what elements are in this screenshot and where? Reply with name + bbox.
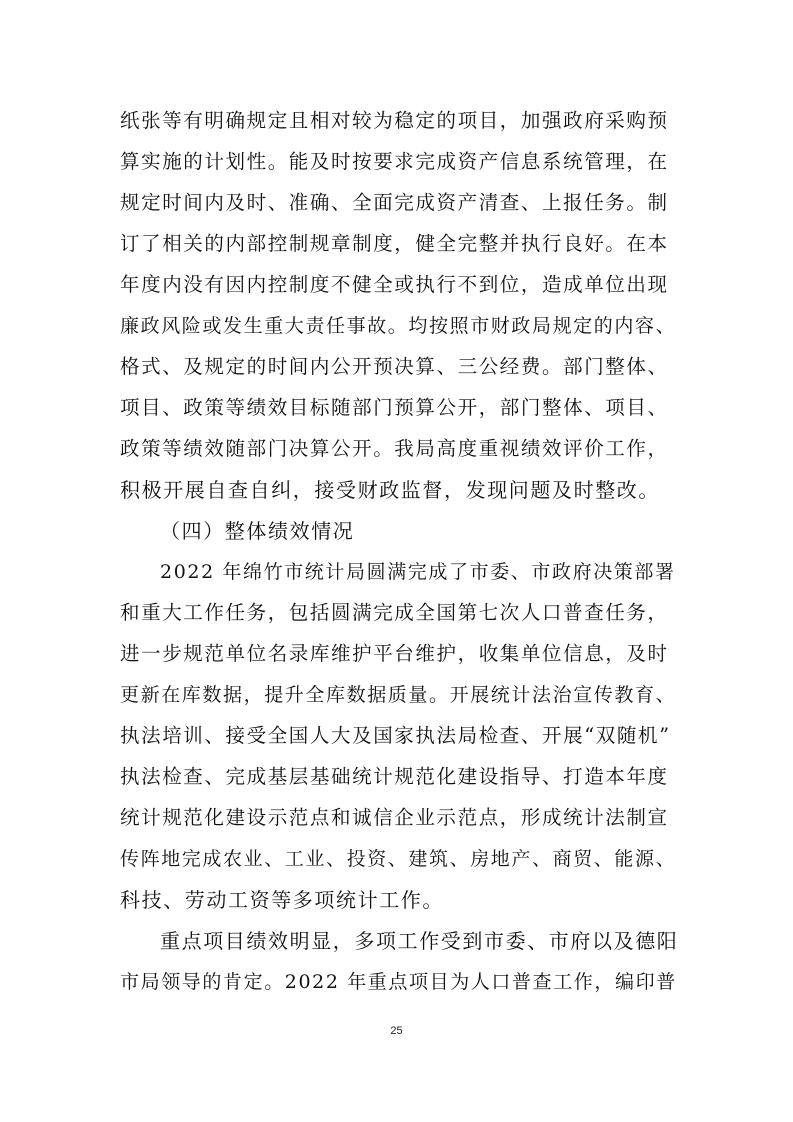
text-line: 规定时间内及时、准确、全面完成资产清查、上报任务。制 xyxy=(120,191,669,214)
text-line: 年度内没有因内控制度不健全或执行不到位，造成单位出现 xyxy=(120,273,669,296)
text-line: 重点项目绩效明显，多项工作受到市委、市府以及德阳 xyxy=(160,929,679,953)
text-line: 市局领导的肯定。2022 年重点项目为人口普查工作，编印普 xyxy=(120,971,677,993)
text-line: 和重大工作任务，包括圆满完成全国第七次人口普查任务， xyxy=(120,601,669,624)
text-line: 订了相关的内部控制规章制度，健全完整并执行良好。在本 xyxy=(120,232,669,255)
text-line: 廉政风险或发生重大责任事故。均按照市财政局规定的内容、 xyxy=(120,315,677,337)
text-line: 算实施的计划性。能及时按要求完成资产信息系统管理，在 xyxy=(120,150,669,173)
text-line: 格式、及规定的时间内公开预决算、三公经费。部门整体、 xyxy=(120,355,669,378)
text-line: 项目、政策等绩效目标随部门预算公开，部门整体、项目、 xyxy=(120,396,669,419)
text-line: 纸张等有明确规定且相对较为稳定的项目，加强政府采购预 xyxy=(120,109,669,132)
text-line: 科技、劳动工资等多项统计工作。 xyxy=(120,888,444,912)
text-line: 更新在库数据，提升全库数据质量。开展统计法治宣传教育、 xyxy=(120,684,677,706)
text-line: 2022 年绵竹市统计局圆满完成了市委、市政府决策部署 xyxy=(160,561,676,583)
text-line: 传阵地完成农业、工业、投资、建筑、房地产、商贸、能源、 xyxy=(120,848,677,870)
section-heading: （四）整体绩效情况 xyxy=(160,519,355,543)
text-line: 积极开展自查自纠，接受财政监督，发现问题及时整改。 xyxy=(120,478,660,502)
text-line: 进一步规范单位名录库维护平台维护，收集单位信息，及时 xyxy=(120,642,669,665)
page-number: 25 xyxy=(390,1025,403,1037)
text-line: 统计规范化建设示范点和诚信企业示范点，形成统计法制宣 xyxy=(120,806,669,829)
text-line: 执法检查、完成基层基础统计规范化建设指导、打造本年度 xyxy=(120,765,669,788)
text-line: 执法培训、接受全国人大及国家执法局检查、开展“双随机” xyxy=(120,724,671,747)
text-line: 政策等绩效随部门决算公开。我局高度重视绩效评价工作， xyxy=(120,437,669,460)
